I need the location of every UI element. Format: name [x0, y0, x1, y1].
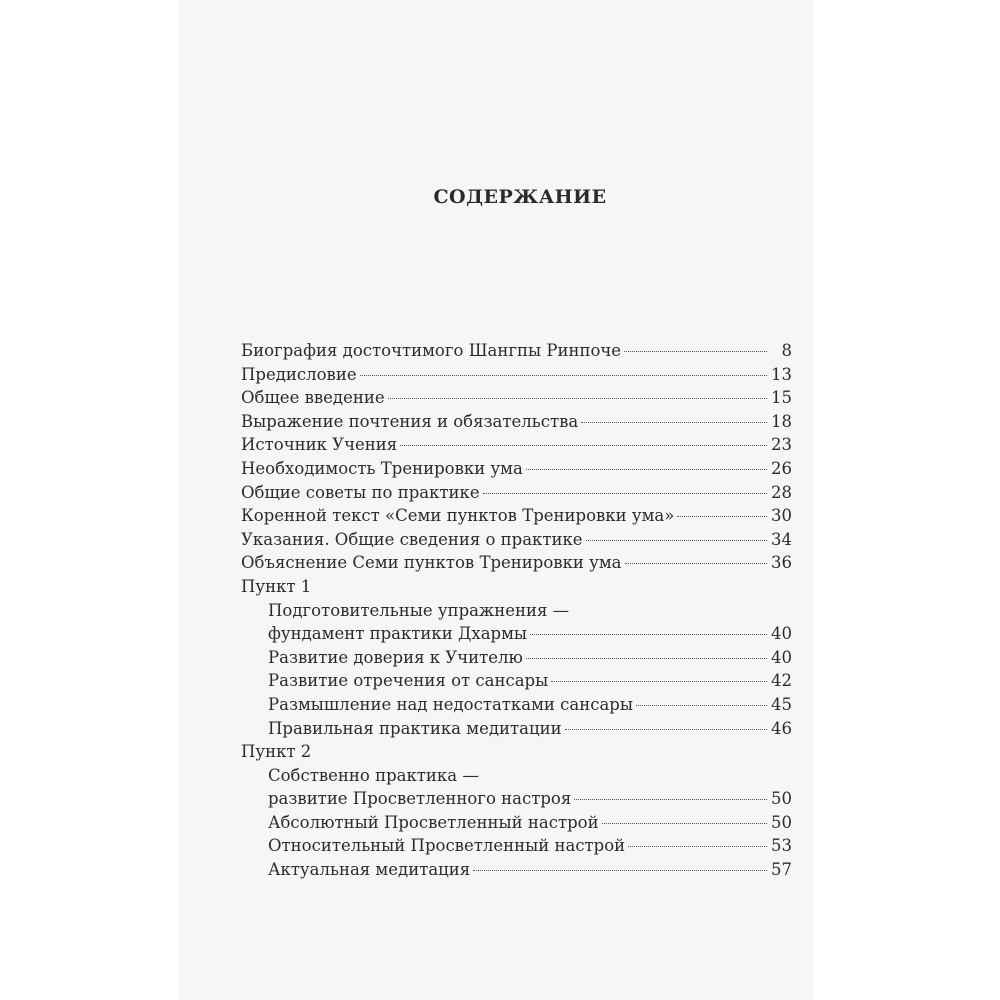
dot-leader [483, 493, 767, 494]
dot-leader [526, 469, 767, 470]
toc-entry [241, 787, 792, 811]
toc-entry-page-number: 13 [771, 364, 792, 384]
toc-entry-title: Объяснение Семи пунктов Тренировки ума [241, 553, 622, 573]
toc-entry-title: Источник Учения [241, 435, 398, 455]
toc-entry [241, 764, 792, 788]
toc-entry [241, 504, 792, 528]
toc-entry-page-number: 57 [771, 860, 792, 880]
page-title: СОДЕРЖАНИЕ [433, 186, 607, 208]
toc-entry-title: развитие Просветленного настроя [268, 789, 572, 809]
toc-entry-title: Пункт 1 [241, 576, 312, 596]
toc-entry-page-number: 30 [771, 506, 792, 526]
toc-entry-page-number: 23 [771, 435, 792, 455]
toc-entry [241, 858, 792, 882]
toc-entry [241, 669, 792, 693]
toc-entry-page-number: 40 [771, 624, 792, 644]
toc-entry [241, 575, 792, 599]
dot-leader [574, 799, 767, 800]
toc-entry [241, 622, 792, 646]
toc-entry-page-number: 53 [771, 836, 792, 856]
toc-entry-title: Правильная практика медитации [268, 718, 562, 738]
dot-leader [360, 375, 767, 376]
toc-entry-title: Биография досточтимого Шангпы Ринпоче [241, 341, 622, 360]
dot-leader [400, 445, 767, 446]
toc-entry [241, 599, 792, 623]
dot-leader [677, 516, 767, 517]
toc-entry [241, 339, 792, 363]
toc-entry-title: Подготовительные упражнения — [268, 600, 570, 620]
dot-leader [602, 823, 767, 824]
toc-entry-title: Относительный Просветленный настрой [268, 836, 626, 856]
toc-entry-page-number: 15 [771, 388, 792, 408]
toc-entry [241, 740, 792, 764]
toc-entry-title: Абсолютный Просветленный настрой [268, 812, 599, 832]
toc-entry-title: Актуальная медитация [268, 860, 471, 880]
toc-entry-page-number: 8 [781, 341, 792, 360]
dot-leader [624, 351, 767, 352]
toc-entry-title: Общие советы по практике [241, 482, 480, 502]
toc-entry [241, 551, 792, 575]
toc-entry-page-number: 28 [771, 482, 792, 502]
toc-entry-page-number: 34 [771, 529, 792, 549]
toc-entry-title: Выражение почтения и обязательства [241, 411, 579, 431]
toc-entry-title: Указания. Общие сведения о практике [241, 529, 583, 549]
dot-leader [625, 563, 768, 564]
toc-entry-title: Коренной текст «Семи пунктов Тренировки ума» [241, 506, 675, 526]
toc-entry-title: Пункт 2 [241, 742, 312, 762]
dot-leader [388, 398, 767, 399]
toc-entry-page-number: 50 [771, 812, 792, 832]
toc-entry [241, 363, 792, 387]
dot-leader [526, 658, 767, 659]
toc-entry [241, 693, 792, 717]
dot-leader [530, 634, 767, 635]
toc-entry [241, 717, 792, 741]
dot-leader [473, 870, 767, 871]
dot-leader [551, 681, 767, 682]
toc-entry-page-number: 46 [771, 718, 792, 738]
toc-entry-page-number: 18 [771, 411, 792, 431]
toc-entry [241, 457, 792, 481]
dot-leader [581, 422, 767, 423]
toc-entry [241, 410, 792, 434]
toc-entry-title: Собственно практика — [268, 765, 479, 785]
dot-leader [636, 705, 767, 706]
toc-entry-title: Развитие доверия к Учителю [268, 647, 523, 667]
toc-entry-title: Необходимость Тренировки ума [241, 458, 523, 478]
toc-entry-title: Предисловие [241, 364, 357, 384]
toc-entry [241, 386, 792, 410]
toc-entry-page-number: 45 [771, 694, 792, 714]
dot-leader [565, 729, 767, 730]
toc-entry-title: фундамент практики Дхармы [268, 624, 528, 644]
toc-entry [241, 646, 792, 670]
toc-entry-title: Размышление над недостатками сансары [268, 694, 633, 714]
toc-entry [241, 811, 792, 835]
toc-entry [241, 528, 792, 552]
toc-entry-page-number: 42 [771, 671, 792, 691]
toc-entry-page-number: 50 [771, 789, 792, 809]
dot-leader [628, 846, 767, 847]
toc-entry-title: Развитие отречения от сансары [268, 671, 549, 691]
toc-entry-page-number: 40 [771, 647, 792, 667]
dot-leader [586, 540, 767, 541]
toc-entry-page-number: 26 [771, 458, 792, 478]
toc-entry [241, 834, 792, 858]
toc-entry [241, 481, 792, 505]
table-of-contents [241, 339, 792, 882]
toc-entry [241, 433, 792, 457]
toc-entry-title: Общее введение [241, 388, 385, 408]
toc-entry-page-number: 36 [771, 553, 792, 573]
